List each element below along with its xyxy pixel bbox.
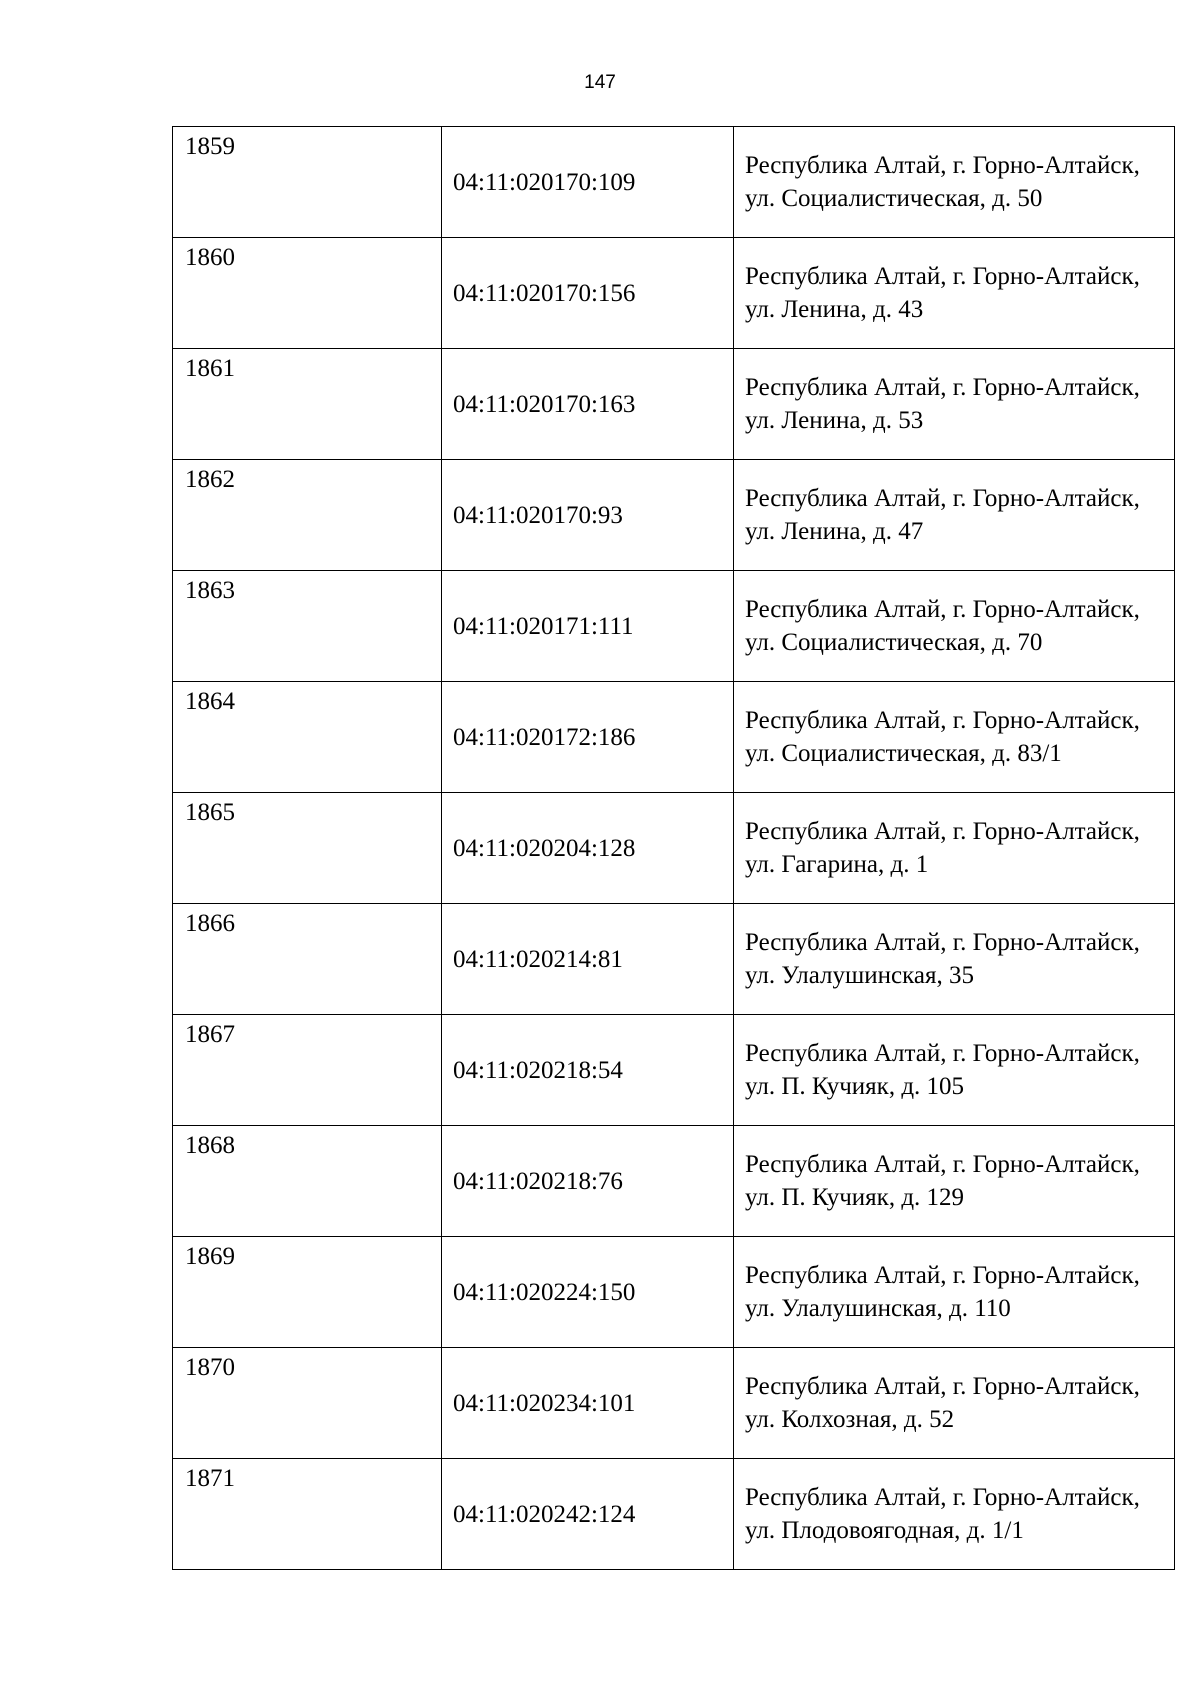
cadastral-number: 04:11:020224:150 [442, 1237, 734, 1348]
row-number: 1865 [173, 793, 442, 904]
address: Республика Алтай, г. Горно-Алтайск, ул. Социалистическая, д. 50 [734, 127, 1175, 238]
cadastral-number: 04:11:020214:81 [442, 904, 734, 1015]
table-row [173, 349, 1175, 460]
table-row [173, 238, 1175, 349]
page-number: 147 [584, 72, 616, 93]
cadastral-number: 04:11:020170:156 [442, 238, 734, 349]
address: Республика Алтай, г. Горно-Алтайск, ул. Социалистическая, д. 83/1 [734, 682, 1175, 793]
table-row [173, 793, 1175, 904]
row-number: 1862 [173, 460, 442, 571]
address: Республика Алтай, г. Горно-Алтайск, ул. П. Кучияк, д. 105 [734, 1015, 1175, 1126]
table-row [173, 1015, 1175, 1126]
table-row [173, 1459, 1175, 1570]
table-row [173, 1348, 1175, 1459]
row-number: 1867 [173, 1015, 442, 1126]
cadastral-number: 04:11:020204:128 [442, 793, 734, 904]
address: Республика Алтай, г. Горно-Алтайск, ул. Плодовоягодная, д. 1/1 [734, 1459, 1175, 1570]
cadastral-number: 04:11:020170:163 [442, 349, 734, 460]
address: Республика Алтай, г. Горно-Алтайск, ул. Ленина, д. 53 [734, 349, 1175, 460]
cadastral-number: 04:11:020234:101 [442, 1348, 734, 1459]
table-row [173, 127, 1175, 238]
address: Республика Алтай, г. Горно-Алтайск, ул. Улалушинская, 35 [734, 904, 1175, 1015]
table-row [173, 904, 1175, 1015]
row-number: 1859 [173, 127, 442, 238]
row-number: 1868 [173, 1126, 442, 1237]
table-row [173, 460, 1175, 571]
address: Республика Алтай, г. Горно-Алтайск, ул. Ленина, д. 47 [734, 460, 1175, 571]
row-number: 1864 [173, 682, 442, 793]
address: Республика Алтай, г. Горно-Алтайск, ул. Социалистическая, д. 70 [734, 571, 1175, 682]
table-row [173, 571, 1175, 682]
row-number: 1870 [173, 1348, 442, 1459]
row-number: 1860 [173, 238, 442, 349]
address: Республика Алтай, г. Горно-Алтайск, ул. П. Кучияк, д. 129 [734, 1126, 1175, 1237]
address: Республика Алтай, г. Горно-Алтайск, ул. Ленина, д. 43 [734, 238, 1175, 349]
cadastral-number: 04:11:020171:111 [442, 571, 734, 682]
row-number: 1866 [173, 904, 442, 1015]
table-row [173, 682, 1175, 793]
table-row [173, 1237, 1175, 1348]
cadastral-number: 04:11:020172:186 [442, 682, 734, 793]
row-number: 1863 [173, 571, 442, 682]
registry-table [172, 126, 1175, 1570]
cadastral-number: 04:11:020218:76 [442, 1126, 734, 1237]
address: Республика Алтай, г. Горно-Алтайск, ул. Улалушинская, д. 110 [734, 1237, 1175, 1348]
row-number: 1871 [173, 1459, 442, 1570]
row-number: 1869 [173, 1237, 442, 1348]
cadastral-number: 04:11:020170:109 [442, 127, 734, 238]
row-number: 1861 [173, 349, 442, 460]
cadastral-number: 04:11:020218:54 [442, 1015, 734, 1126]
table-row [173, 1126, 1175, 1237]
registry-table-body [173, 127, 1175, 1570]
address: Республика Алтай, г. Горно-Алтайск, ул. Колхозная, д. 52 [734, 1348, 1175, 1459]
cadastral-number: 04:11:020242:124 [442, 1459, 734, 1570]
address: Республика Алтай, г. Горно-Алтайск, ул. Гагарина, д. 1 [734, 793, 1175, 904]
cadastral-number: 04:11:020170:93 [442, 460, 734, 571]
